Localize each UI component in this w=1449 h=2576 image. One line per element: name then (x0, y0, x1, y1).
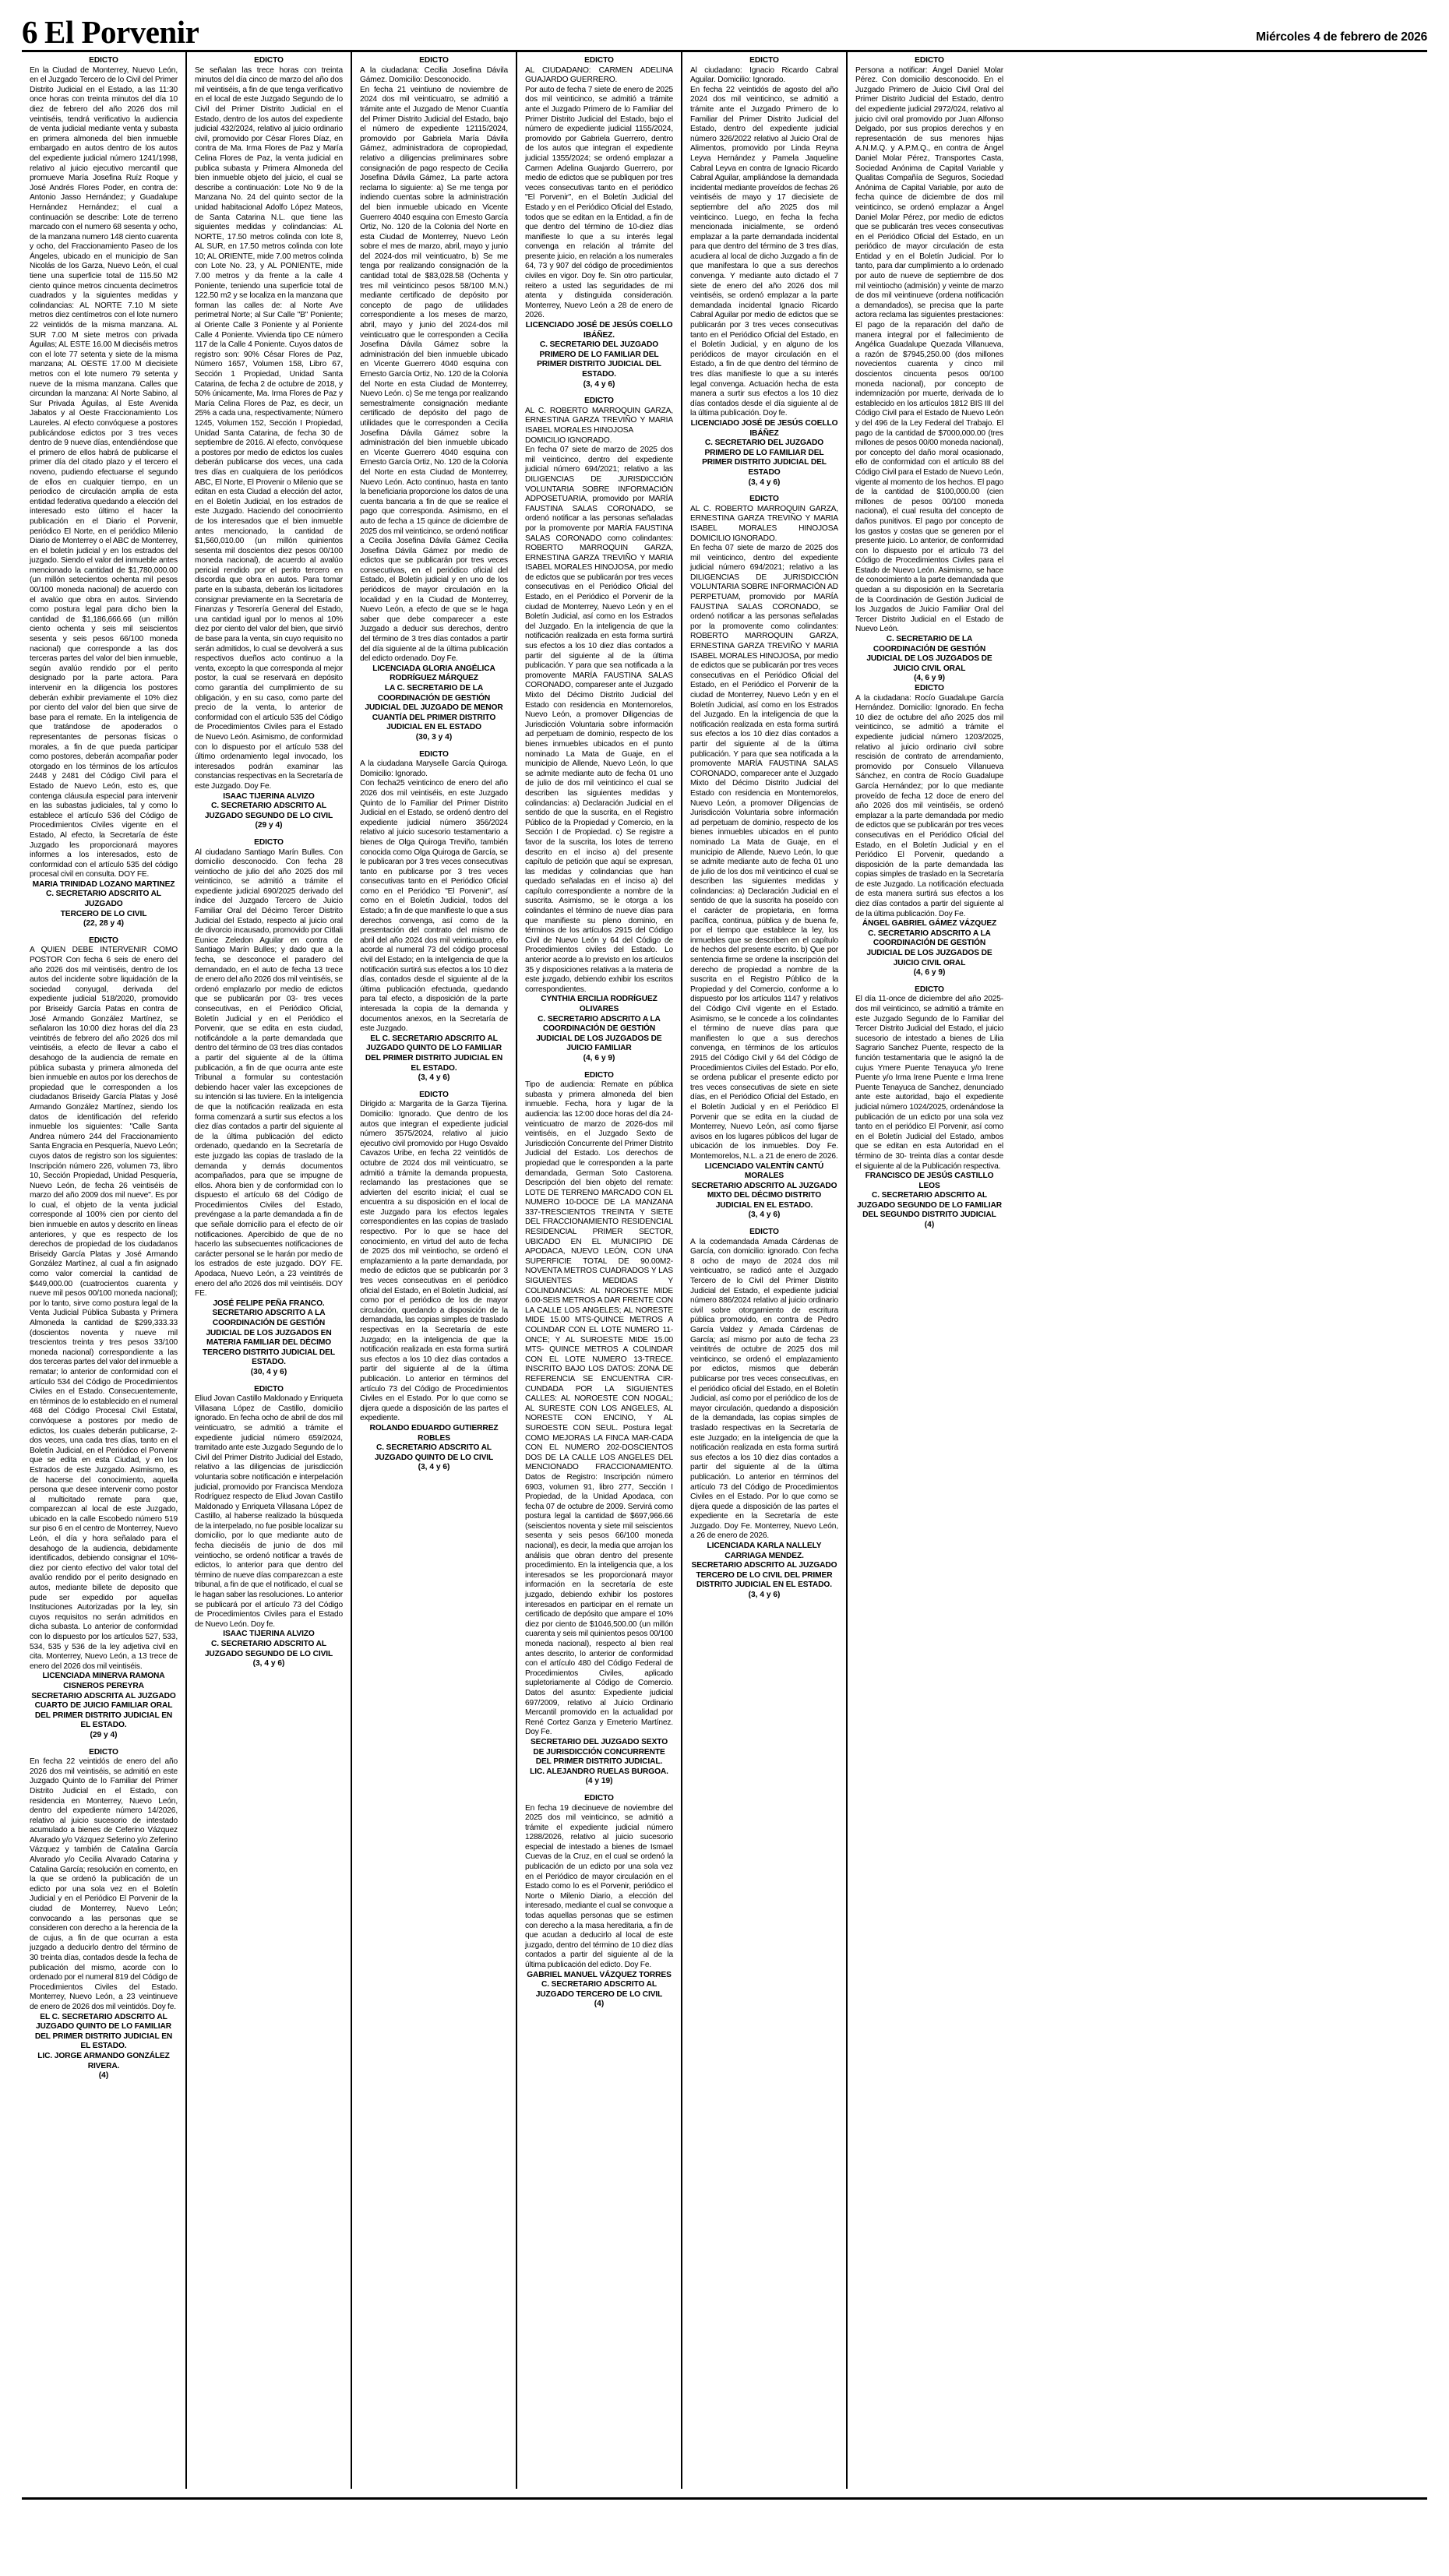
publication-dates: (3, 4 y 6) (418, 1463, 450, 1472)
publication-dates: (3, 4 y 6) (583, 379, 615, 389)
edicto-signature-block (690, 1542, 838, 1591)
signature-line: CYNTHIA ERCILIA RODRÍGUEZ OLIVARES (541, 995, 658, 1013)
signature-line: ISAAC TIJERINA ALVIZO (223, 1630, 315, 1639)
edicto-heading: EDICTO (254, 56, 284, 65)
newspaper-title: El Porvenir (44, 14, 199, 50)
edicto-body-text: AL C. ROBERTO MARROQUIN GARZA, ERNESTINA GARZA TREVIÑO Y MARIA ISABEL MORALES HINOJOSA (525, 406, 673, 435)
edicto-body-text: Se señalan las trece horas con treinta minutos del día cinco de marzo del año dos mil veintiséis, a fin de que tenga verificativo en el local de este Juzgado Segundo de lo Civil del Primer Distrito Judicial en el Estado, dentro de los autos del expediente judicial 432/2024, relativo al juicio ordinario civil, promovido por César Flores Díaz, en contra de Ma. Irma Flores de Paz y María Celina Flores de Paz, la venta judicial en publica subasta y Primera Almoneda del bien inmueble objeto del juicio, el cual se describe a continuación: Lote No 9 de la Manzana No. 24 del quinto sector de la unidad habitacional Adolfo López Mateos, de Santa Catarina N.L. que tiene las siguientes medidas y colindancias: AL NORTE, 17.50 metros colinda con lote 8, AL SUR, en 17.50 metros colinda con lote 10; AL ORIENTE, mide 7.00 metros colinda con Lote No. 23, y AL PONIENTE, mide 7.00 metros y da frente a la calle 4 Poniente, teniendo una superficie total de 122.50 m2 y se localiza en la manzana que forman las calles de: al Norte Ave perimetral Norte; al Sur Calle "B" Poniente; al Oriente Calle 3 Poniente y al Poniente Calle 4 Poniente. Vivienda tipo CE número 117 de la Calle 4 Poniente. Cuyos datos de registro son: 90% César Flores de Paz, Número 1657, Volumen 158, Libro 67, Sección 1 Propiedad, Unidad Santa Catarina, de fecha 2 de octubre de 2018, y 50% únicamente, Ma. Irma Flores de Paz y María Celina Flores de Paz, es decir, un 25% a cada una, respectivamente; Número 1245, Volumen 152, Sección I Propiedad, Unidad Santa Catarina, de fecha 30 de septiembre de 2016. Al efecto, convóquese a postores por medio de edictos los cuales deberán publicarse dos veces, una cada tres días en cualquiera de los periódicos ABC, El Norte, El Provenir o Milenio que se editan en esta Ciudad a elección del actor, en el Boletín Judicial, en los estrados de este Juzgado. Haciendo del conocimiento de los interesados que el bien inmueble antes mencionado, la cantidad de $1,560,010.00 (un millón quinientos sesenta mil doscientos diez pesos 00/100 moneda nacional), de acuerdo al avalúo pericial rendido por el perito tercero en discordia que obra en autos. Para tomar parte en la subasta, deberán los licitadores consignar previamente en la Secretaría de Finanzas y Tesorería General del Estado, una cantidad igual por lo menos al 10% diez por ciento del valor del bien, que sirvió de base para la venta, sin cuyo requisito no serán admitidos, lo cual se devolverá a sus respectivos dueños acto continuo a la venta, excepto la que corresponda al mejor postor, la cual se reservará en depósito como garantía del cumplimiento de su obligación, y en su caso, como parte del precio de la venta, lo anterior de conformidad con el artículo 535 del Código de Procedimientos Civiles para el Estado de Nuevo León. Asimismo, de conformidad con lo dispuesto por el artículo 538 del último ordenamiento legal invocado, los interesados podrán examinar las constancias respectivas en la Secretaría de este Juzgado. Doy Fe. (195, 65, 343, 791)
edicto-column (352, 52, 517, 2489)
edicto-columns (22, 52, 1427, 2489)
signature-line: FRANCISCO DE JESÚS CASTILLO LEOS (865, 1172, 994, 1190)
edicto-body-text: En fecha 07 siete de marzo de 2025 dos mil veinticinco, dentro del expediente judicial número 694/2021; relativo a las DILIGENCIAS DE JURISDICCIÓN VOLUNTARIA SOBRE INFORMACIÓN ADPOSETUARIA, promovido por MARÍA FAUSTINA SALAS CORONADO, se ordenó notificar a las personas señaladas por la promovente por MARÍA FAUSTINA SALAS CORONADO como colindantes: ROBERTO MARROQUIN GARZA, ERNESTINA GARZA TREVIÑO Y MARIA ISABEL MORALES HINOJOSA, por medio de edictos que se publicarán por tres veces consecutivas en el Periódico Oficial del Estado, en el Periódico el Porvenir de la ciudad de Monterrey, Nuevo León y en el Boletín Judicial, así como en los Estrados del Juzgado. En la inteligencia de que la notificación realizada en esta forma surtirá sus efectos a los 10 diez días contados a partir del siguiente al de la última publicación. Y para que sea notificada a la promovente MARÍA FAUSTINA SALAS CORONADO, compareser ante el Juzgado Mixto del Décimo Distrito Judicial del Estado con residencia en Montemorelos, Nuevo León, a promover Diligencias de Jurisdicción Voluntaria sobre información ad perpetuam de dominio, respecto de los bienes inmuebles ubicados en el punto nominado La Mata de Guaje, en el municipio de Allende, Nuevo León, lo que se admite mediante auto de fecha 01 uno de julio de dos mil veinticinco el cual se describen las siguientes medidas y colindancias: a) Declaración Judicial en el sentido de que la suscrita, en el Registro Público de la Propiedad y Comercio, en la Sección I de Propiedad. c) Se registre a favor de la suscrita, los lotes de terreno descrito en el inciso a) del presente capítulo de petición que aquí se expresan, las medidas y colindancias que han quedado señaladas en el inciso a) del capítulo correspondiente a nombre de la suscrita. Asimismo, se le otorga a los colindantes el término de nueve días para que manifieste su pleno dominio, en términos de los artículos 2915 del Código Civil de Nuevo León y 64 del Código de Procedimientos civiles del Estado. Lo anterior acorde a lo previsto en los artículos 35 y disposiciones relativas a la materia de este juzgado, debiendo exhibir los escritos correspondientes. (525, 446, 673, 994)
edicto-column (682, 52, 848, 2489)
edicto-heading: EDICTO (89, 1747, 118, 1757)
edicto-heading: EDICTO (749, 1228, 779, 1237)
edicto-heading: EDICTO (419, 749, 449, 759)
signature-line: C. SECRETARIO ADSCRITO A LA COORDINACIÓN DE GESTIÓN JUDICIAL DE LOS JUZGADOS DE JUICIO CIVIL ORAL (866, 929, 992, 967)
edicto-heading: EDICTO (584, 1793, 614, 1802)
masthead-brand (22, 16, 199, 48)
publication-dates: (3, 4 y 6) (252, 1659, 285, 1669)
signature-line: C. SECRETARIO ADSCRITO AL JUZGADO TERCERO DE LO CIVIL (535, 1980, 663, 1999)
signature-line: MARIA TRINIDAD LOZANO MARTINEZ (32, 879, 175, 889)
signature-line: SECRETARIO ADSCRITO AL JUZGADO TERCERO DE LO CIVIL DEL PRIMER DISTRITO JUDICIAL EN EL ESTADO. (691, 1561, 837, 1590)
edicto-body-text: Dirigido a: Margarita de la Garza Tijerina. Domicilio: Ignorado. Que dentro de los autos que integran el expediente judicial número 3575/2024, relativo al juicio ejecutivo civil promovido por Hugo Osvaldo Cavazos Uribe, en fecha 22 veintidós de octubre de 2024 dos mil veinticuatro, se admitió a trámite la demanda propuesta, reclamando las prestaciones que se advierten del escrito inicial; el cual se encuentra a su disposición en el local de este Juzgado para los efectos legales correspondientes en las copias de traslado respectivo. Por lo que se hace del conocimiento, en virtud del auto de fecha de 2025 dos mil veintiocho, se ordenó el emplazamiento a la parte demandada, por medio de edictos que se publicarán por 3 tres veces consecutivas en el periódico oficial del Estado, en el Boletín Judicial, así como por el periódico de los de mayor circulación, quedando a disposición de la demandada, las copias simples de traslado respectivas en la Secretaría de este Juzgado; en la inteligencia de que la notificación realizada en esta forma surtirá sus efectos a los 10 diez días contados a partir del siguiente al de la última publicación. Lo anterior en términos del artículo 73 del Código de Procedimientos Civiles en el Estado. Por lo que como se dijera quede a disposición de las partes el expediente. (360, 1100, 508, 1423)
edicto-signature-block (855, 635, 1003, 684)
signature-line: C. SECRETARIO DEL JUZGADO PRIMERO DE LO FAMILIAR DEL PRIMER DISTRITO JUDICIAL DEL ESTADO. (537, 340, 661, 379)
publication-dates: (4, 6 y 9) (913, 968, 946, 978)
edicto-body-text: A QUIEN DEBE INTERVENIR COMO POSTOR Con fecha 6 seis de enero del año 2026 dos mil veintiséis, dentro de los autos del incidente sobre liquidación de la sociedad conyugal, derivada del expediente judicial 518/2020, promovido por Briseidy García Patas en contra de José Armando González Martínez, se señalaron las 10:00 diez horas del día 23 veintitrés de febrero del año 2026 dos mil veintiséis, a efecto de llevar a cabo el desahogo de la audiencia de remate en pública subasta y primera almoneda del bien inmueble en autos por los derechos de propiedad que le corresponden a los ciudadanos Briseidy García Platas y José Armando González Martínez, siendo los datos de identificación del referido inmueble los siguientes: "Calle Santa Andrea número 244 del Fraccionamiento Santa Engracia en Pesquería, Nuevo León; cuyos datos de registro son los siguientes: Inscripción número 226, volumen 73, libro 10, Sección Propiedad, Unidad Pesquería, Nuevo León, de fecha 26 veintiséis de marzo del año 2009 dos mil nueve". Es por lo cual, el objeto de la venta judicial corresponde al 100% cien por ciento del bien inmueble en autos y descrito en líneas anteriores, y que es respecto de los derechos de propiedad de los ciudadanos Briseidy García Platas y José Armando González Martínez, al cual a fin asignado como valor comercial la cantidad de $449,000.00 (cuatrocientos cuarenta y nueve mil pesos 00/100 moneda nacional); por lo tanto, sirve como postura legal de la Venta Judicial Pública Subasta y Primera Almoneda la cantidad de $299,333.33 (doscientos noventa y nueve mil trescientos treinta y tres pesos 33/100 moneda nacional) correspondiente a las dos terceras partes del valor del inmueble a rematar; lo anterior de conformidad con el artículo 534 del Código de Procedimientos Civiles en el Estado. Consecuentemente, en términos de lo establecido en el numeral 468 del Código Procesal Civil Estatal, convóquese a postores por medio de edictos, los cuales deberán publicarse, 2-dos veces, una cada tres días, tanto en el Boletín Judicial, en el Periódico el Porvenir que se edita en esta Ciudad, y en los Estrados de este Juzgado. Asimismo, es de hacerse del conocimiento, aquella persona que desee intervenir como postor al multicitado remate para que, comparezcan al local de este Juzgado, ubicado en la calle Escobedo número 519 sur piso 6 en el centro de Monterrey, Nuevo León, el día y hora señalado para el desahogo de la audiencia, debidamente identificados, debiendo consignar el 10%-diez por ciento efectivo del valor total del avalúo rendido por el perito designado en autos, mediante billete de deposito que pude ser expedido por aquellas Instituciones Autorizadas por la ley, sin cuyos requisitos no serán admitidos en dicha subasta. Lo anterior de conformidad con lo dispuesto por los artículos 527, 533, 534, 535 y 536 de la ley adjetiva civil en cita. Monterrey, Nuevo León, a 13 trece de enero del 2026 dos mil veintiséis. (30, 946, 178, 1671)
edicto-heading: EDICTO (89, 936, 118, 945)
signature-line: EL C. SECRETARIO ADSCRITO AL JUZGADO QUINTO DE LO FAMILIAR DEL PRIMER DISTRITO JUDICIAL EN EL ESTADO. (365, 1034, 503, 1073)
publication-dates: (29 y 4) (90, 1730, 118, 1739)
publication-dates: (4, 6 y 9) (583, 1053, 615, 1062)
signature-line: C. SECRETARIO ADSCRITO AL JUZGADO SEGUNDO DE LO CIVIL (204, 802, 333, 820)
signature-line: C. SECRETARIO DE LA COORDINACIÓN DE GESTIÓN JUDICIAL DE LOS JUZGADOS DE JUICIO CIVIL ORAL (866, 635, 992, 673)
signature-line: LA C. SECRETARIO DE LA COORDINACIÓN DE GESTIÓN JUDICIAL DEL JUZGADO DE MENOR CUANTÍA DEL PRIMER DISTRITO JUDICIAL EN EL ESTADO (365, 684, 503, 732)
signature-line: C. SECRETARIO ADSCRITO A LA COORDINACIÓN DE GESTIÓN JUDICIAL DE LOS JUZGADOS DE JUICIO FAMILIAR (536, 1014, 662, 1053)
edicto-column (517, 52, 682, 2489)
edicto-body-text: En la Ciudad de Monterrey, Nuevo León, en el Juzgado Tercero de lo Civil del Primer Distrito Judicial en el Estado, a las 11:30 once horas con treinta minutos del día 10 diez de febrero del año 2026 dos mil veintiséis, tendrá verificativo la audiencia de venta judicial mediante venta y subasta en primera almoneda del bien inmueble embargado en autos dentro de los autos del expediente judicial número 1241/1998, relativo al juicio ejecutivo mercantil que promueve María Josefina Ruíz Roque y José Andrés Flores Poder, en contra de: Antonio Jasso Hernández; y Guadalupe Hernández Hernández; el cual a continuación se describe: Lote de terreno marcado con el numero 68 sesenta y ocho, de la manzana numero 148 ciento cuarenta y ocho, del Fraccionamiento Paseo de los Ángeles, ubicado en el municipio de San Nicolás de los Garza, Nuevo León, el cual tiene una superficie total de 115.50 M2 ciento quince metros cincuenta decímetros cuadrados y la siguientes medidas y colindancias: AL NORTE 7.10 M siete metros diez centímetros con el lote numero 22 veintidós de la misma manzana. AL SUR 7.00 M siete metros con privada Águilas; AL ESTE 16.00 M dieciséis metros con el lote 77 setenta y siete de la misma manzana; AL OESTE 17.00 M diecisiete metros con el lote numero 79 setenta y nueve de la misma manzana. Calles que circundan la manzana: Al Norte Sabino, al Sur Privada Águilas, al Este Avenida Jabatos y al Oeste Fraccionamiento Los Laureles. Al efecto convóquese a postores publicándose edictos por 3 tres veces dentro de 9 nueve días, entendiéndose que el primero de ellos habrá de publicarse el primer día del citado plazo y el tercero el noveno, pudiendo efectuarse el segundo de ellos en cualquier tiempo, en un periodico de circulación amplia de esta entidad federativa quedando a elección del interesado esto último el hacer la publicación en el Diario el Porvenir, periódico El Norte, en el periódico Milenio Diario de Monterrey o el ABC de Monterrey, en el boletín judicial y en los estrados del juzgado. Siendo el valor del inmueble antes mencionado la cantidad de $1,780,000.00 (un millón setecientos ochenta mil pesos 00/100 moneda nacional) de acuerdo con el avalúo que obra en autos. Sirviendo como postura legal para dicho bien la cantidad de $1,186,666.66 (un millón ciento ochenta y seis mil seiscientos sesenta y seis pesos 66/100 moneda nacional) que corresponde a las dos terceras partes del valor del bien inmueble, según avalúo rendido por el perito designado por la parte actora. Para intervenir en la diligencia los postores deberán exhibir previamente el 10% diez por ciento del valor del bien que sirve de base para el remate. En la inteligencia de que tratándose de apoderados o representantes de personas físicas o morales, a fin de que pueda participar como postores, deberán acompañar poder otorgado en los términos de los artículos 2448 y 2481 del Código Civil para el Estado de Nuevo León, esto es, que contenga cláusula especial para intervenir en las subastas judiciales, tal y como lo establece el artículo 536 del Código de Procedimientos Civiles vigente en el Estado, Al efecto, la Secretaría de éste Juzgado les proporcionará mayores informes a los interesados, esto de conformidad con el artículo 535 del código procesal civil en consulta. DOY FE. (30, 65, 178, 879)
edicto-body-text: En fecha 22 veintidós de enero del año 2026 dos mil veintiséis, se admitió en este Juzgado Quinto de lo Familiar del Primer Distrito Judicial en el Estado, con residencia en Monterrey, Nuevo León, dentro del expediente número 14/2026, relativo al juicio sucesorio de intestado acumulado a bienes de Ceferino Vázquez Alvarado y/o Vázquez Seferino y/o Zeferino Vázquez y también de Catalina García Alvarado y/o Cecilia Alvarado Catarina y Catalina García; resolución en comento, en la que se ordenó la publicación de un edicto por una sola vez en el Boletín Judicial y en el Periódico El Porvenir de la ciudad de Monterrey, Nuevo León; convocando a las personas que se consideren con derecho a la herencia de la de cujus, a fin de que ocurran a esta juzgado a deducirlo dentro del término de 30 treinta días, contados desde la fecha de publicación del mismo, acorde con lo ordenado por el numeral 819 del Código de Procedimientos Civiles del Estado. Monterrey, Nuevo León, a 23 veintinueve de enero de 2026 dos mil veintidós. Doy fe. (30, 1757, 178, 2011)
edicto-heading: EDICTO (254, 1384, 284, 1394)
edicto-body-text: AL C. ROBERTO MARROQUIN GARZA, ERNESTINA GARZA TREVIÑO Y MARIA ISABEL MORALES HINOJOSA DOMICILIO IGNORADO. (690, 504, 838, 543)
signature-line: LICENCIADO VALENTÍN CANTÚ MORALES (704, 1161, 824, 1181)
edicto-body-text: Al ciudadano Santiago Marín Bulles. Con domicilio desconocido. Con fecha 28 veintiocho de julio del año 2025 dos mil veinticinco, se admitió a trámite el expediente judicial 690/2025 derivado del índice del Juzgado Tercero de Juicio Familiar Oral del Décimo Tercer Distrito Judicial del Estado, respecto al juicio oral de divorcio incausado, promovido por Citlali Eunice Zeledon Aguilar en contra de Santiago Marín Bulles; y dado que a la fecha, se desconoce el paradero del demandado, en el auto de fecha 13 trece de enero del año 2026 dos mil veintiséis, se ordenó emplazarlo por medio de edictos que se publicarán por 03- tres veces consecutivas, en el Periódico Oficial, Boletín Judicial y en el Periódico el Porvenir, que se edita en esta ciudad, notificándole a la parte demandada que dentro del término de 03 tres días contados a partir del siguiente al de la última publicación, a fin de que ocurra ante este Tribunal a formular su contestación debiendo hacer valer las excepciones de su intención si las tuviere. En la inteligencia de que la notificación realizada en esta forma comenzará a surtir sus efectos a los diez días contados a partir del siguiente al de la última publicación del edicto ordenado, quedando en la Secretaría de este juzgado las copias de traslado de la demanda y demás documentos acompañados, para que se impugne de ellos. Ahora bien y de conformidad con lo dispuesto el artículo 68 del Código de Procedimientos Civiles del Estado, prevéngase a la parte demandada a fin de que señale domicilio para el efecto de oír notificaciones. Apercibido de que de no hacerlo las subsecuentes notificaciones de carácter personal se le harán por medio de los estrados de este juzgado. DOY FE. Apodaca, Nuevo León, a 23 veintitrés de enero del año 2026 dos mil veintiséis. DOY FE. (195, 848, 344, 1299)
edicto-heading: EDICTO (419, 56, 449, 65)
edicto-signature-block (690, 419, 838, 478)
edicto-signature-block (30, 880, 178, 919)
edicto-signature-block (360, 1424, 508, 1463)
signature-line: ÁNGEL GABRIEL GÁMEZ VÁZQUEZ (862, 919, 997, 929)
page-number: 6 (22, 14, 37, 50)
signature-line: C. SECRETARIO ADSCRITO AL JUZGADO SEGUNDO DE LO CIVIL (204, 1640, 333, 1658)
signature-line: LICENCIADA GLORIA ANGÉLICA RODRÍGUEZ MÁRQUEZ (372, 664, 495, 683)
edicto-signature-block (525, 321, 673, 380)
edicto-body-text: Tipo de audiencia: Remate en pública subasta y primera almoneda del bien inmueble. Fecha, hora y lugar de la audiencia: las 12:00 doce horas del día 24-veinticuatro de marzo de 2026-dos mil veintiséis, en el Juzgado Sexto de Jurisdicción Concurrente del Primer Distrito Judicial del Estado. Los derechos de propiedad que le corresponden a la parte demandada, German Soto Castorena. Descripción del bien objeto del remate: LOTE DE TERRENO MARCADO CON EL NUMERO 10-DOCE DE LA MANZANA 337-TRESCIENTOS TREINTA Y SIETE DEL FRACCIONAMIENTO RESIDENCIAL RESIDENCIAL PRIMER SECTOR, UBICADO EN EL MUNICIPIO DE APODACA, NUEVO LEÓN, CON UNA SUPERFICIE TOTAL DE 90.00M2-NOVENTA METROS CUADRADOS Y LAS SIGUIENTES MEDIDAS Y COLINDANCIAS: AL NOROESTE MIDE 6.00-SEIS METROS A DAR FRENTE CON LA CALLE LOS ANGELES; AL NORESTE MIDE 15.00 MTS-QUINCE METROS A COLINDAR CON EL LOTE NUMERO 11-ONCE; Y AL SUROESTE MIDE 15.00 MTS- QUINCE METROS A COLINDAR CON EL LOTE NUMERO 13-TRECE. INSCRITO BAJO LOS DATOS: ZONA DE REFERENCIA SE ENCUENTRA CIR-CUNDADA POR LA SIGUIENTES CALLES: AL NOROESTE CON NOGAL; AL SURESTE CON LOS ANGELES, AL NORESTE CON ENCINO, Y AL SUROESTE CON SEUL. Postura legal: COMO MEJORAS LA FINCA MAR-CADA CON EL NUMERO 202-DOSCIENTOS DOS DE LA CALLE LOS ANGELES DEL MENCIONADO FRACCIONAMIENTO. Datos de Registro: Inscripción número 6903, volumen 91, libro 277, Sección I Propiedad, de la Unidad Apodaca, con fecha 07 de octubre de 2009. Servirá como postura legal la cantidad de $697,966.66 (seiscientos noventa y siete mil seiscientos sesenta y seis pesos 66/100 moneda nacional), es decir, la media que arrojan los análisis que obran dentro del presente procedimiento. En la inteligencia que, a los interesados se les proporcionará mayor información en la secretaría de este juzgado, debiendo exhibir los postores interesados en participar en el remate un certificado de depósito que ampare el 10% diez por ciento de $1046,500.00 (un millón cuarenta y seis mil quinientos pesos 00/100 moneda nacional), respecto al bien real antes descrito, lo anterior de conformidad con el artículo 480 del Código Federal de Procedimientos Civiles, aplicado supletoriamente al Código de Comercio. Datos del asunto: Expediente judicial 697/2009, relativo al Juicio Ordinario Mercantil promovido en la actualidad por René Cortez Ganza y Emeterio Martínez. Doy Fe. (525, 1080, 673, 1737)
publication-dates: (3, 4 y 6) (748, 1210, 781, 1220)
edicto-body-text: Al ciudadano: Ignacio Ricardo Cabral Aguilar. Domicilio: Ignorado. (690, 65, 838, 85)
edicto-heading: EDICTO (419, 1090, 449, 1099)
publication-dates: (4) (924, 1221, 935, 1230)
edicto-signature-block (690, 1162, 838, 1211)
edicto-column (848, 52, 1011, 2489)
signature-line: LIC. ALEJANDRO RUELAS BURGOA. (530, 1767, 668, 1776)
masthead (22, 0, 1427, 50)
edicto-heading: EDICTO (749, 56, 779, 65)
edicto-signature-block (525, 1738, 673, 1777)
signature-line: C. SECRETARIO ADSCRITO AL JUZGADO QUINTO DE LO CIVIL (374, 1443, 494, 1462)
signature-line: ISAAC TIJERINA ALVIZO (223, 791, 315, 801)
edicto-heading: EDICTO (915, 56, 944, 65)
signature-line: LICENCIADO JOSÉ DE JESÚS COELLO IBÁÑEZ (690, 418, 838, 438)
edicto-heading: EDICTO (584, 396, 614, 406)
signature-line: ROLANDO EDUARDO GUTIERREZ ROBLES (369, 1423, 499, 1443)
signature-line: EL C. SECRETARIO ADSCRITO AL JUZGADO QUINTO DE LO FAMILIAR DEL PRIMER DISTRITO JUDICIAL EN EL ESTADO. (34, 2012, 173, 2051)
edicto-body-text: Persona a notificar: Ángel Daniel Molar Pérez. Con domicilio desconocido. En el Juzgado Primero de Juicio Civil Oral del Primer Distrito Judicial del Estado, dentro del expediente judicial 2972/024, relativo al juicio civil oral promovido por Juan Alfonso Delgado, por sus propios derechos y en representación de sus menores hijas A.N.M.Q. y A.P.M.Q., en contra de Ángel Daniel Molar Pérez, Transportes Casta, Sociedad Anónima de Capital Variable y Qualitas Compañía de Seguros, Sociedad Anónima de Capital Variable, por auto de fecha quince de diciembre de dos mil veinticinco, se ordenó emplazar a Ángel Daniel Molar Pérez, por medio de edictos que se publicarán tres veces consecutivas en el Periódico Oficial del Estado, en un periódico de mayor circulación de esta Entidad y en el Boletín Judicial. Por lo tanto, para dar cumplimiento a lo ordenado por auto de nueve de septiembre de dos mil veintiocho (admisión) y veinte de marzo de dos mil veintinueve (ordena notificación a demandados), se precisa que la parte actora reclama las siguientes prestaciones: El pago de la reparación del daño de manera integral por el fallecimiento de Angélica Guadalupe Quezada Villanueva, a razón de $7945,250.00 (dos millones novecientos cuarenta y cinco mil doscientos cincuenta pesos 00/100 moneda nacional), por concepto de indemnización por muerte, derivada de lo establecido en los artículos 1812 BIS III del Código Civil para el Estado de Nuevo León y del 496 de la Ley Federal del Trabajo. El pago de la cantidad de $7000,000.00 (tres millones de pesos 00/00 moneda nacional), por concepto del daño moral ocasionado, ello de conformidad con el artículo 88 del Código Civil para el Estado de Nuevo León, vigente al momento de los hechos. El pago de la cantidad de $100,000.00 (cien millones de pesos 00/100 moneda nacional), el cual resulta del concepto de daños punitivos. El pago por concepto de los gastos y costas que se generen por el presente juicio. Lo anterior, de conformidad con lo dispuesto por el artículo 73 del Código de Procedimientos Civiles para el Estado de Nuevo León. Asimismo, se hace de conocimiento a la parte demandada que quedan a su disposición en la Secretaría de la Coordinación de Gestión Judicial de los Juzgados de Juicio Familiar Oral del Tercer Distrito Judicial en el Estado de Nuevo León. (855, 65, 1003, 634)
publication-dates: (3, 4 y 6) (748, 477, 781, 487)
edicto-body-text: DOMICILIO IGNORADO. (525, 435, 612, 445)
signature-line: LICENCIADA MINERVA RAMONA CISNEROS PEREYRA (42, 1672, 165, 1690)
signature-line: LIC. JORGE ARMANDO GONZÁLEZ RIVERA. (37, 2051, 170, 2070)
edicto-heading: EDICTO (89, 56, 118, 65)
edicto-signature-block (195, 1630, 343, 1659)
signature-line: C. SECRETARIO DEL JUZGADO PRIMERO DE LO FAMILIAR DEL PRIMER DISTRITO JUDICIAL DEL ESTADO (702, 439, 827, 477)
publication-dates: (4 y 19) (585, 1777, 613, 1786)
edicto-heading: EDICTO (584, 56, 614, 65)
edicto-body-text: Eliud Jovan Castillo Maldonado y Enriqueta Villasana López de Castillo, domicilio ignorado. En fecha ocho de abril de dos mil veinticuatro, se admitió a trámite el expediente judicial número 659/2024, tramitado ante este Juzgado Segundo de lo Civil del Primer Distrito Judicial del Estado, relativo a las diligencias de jurisdicción voluntaria sobre notificación e interpelación judicial, promovido por Francisca Mendoza Rodríguez respecto de Eliud Jovan Castillo Maldonado y Enriqueta Villasana López de Castillo, al haberse realizado la búsqueda de la interpelado, no fue posible localizar su domicilio, por lo que mediante auto de fecha dieciséis de junio de dos mil veintiocho, se ordenó notificar a través de edictos, lo anterior para que dentro del término de nueve días comparezcan a este tribunal, a fin de que el notificado, el cual se le hagan saber las resoluciones. Lo anterior se publicará por el artículo 73 del Código de Procedimientos Civiles para el Estado de Nuevo León. Doy fe. (195, 1394, 343, 1629)
edicto-body-text: A la ciudadana Maryselle García Quiroga. Domicilio: Ignorado. (360, 759, 508, 778)
edicto-signature-block (360, 1034, 508, 1073)
edicto-signature-block (30, 2013, 178, 2072)
edicto-column (187, 52, 352, 2489)
edicto-heading: EDICTO (749, 495, 779, 504)
edicto-body-text: AL CIUDADANO: CARMEN ADELINA GUAJARDO GUERRERO. (525, 65, 673, 85)
edicto-body-text: A la ciudadana: Cecilia Josefina Dávila Gámez. Domicilio: Desconocido. (360, 65, 508, 85)
signature-line: C. SECRETARIO ADSCRITO AL JUZGADO (45, 890, 162, 909)
edicto-body-text: En fecha 22 veintidós de agosto del año 2024 dos mil veinticinco, se admitió a trámite ante el Juzgado Primero de lo Familiar del Primer Distrito Judicial del Estado, dentro del expediente judicial número 326/2022 relativo al Juicio Oral de Alimentos, promovido por Linda Reyna Leyva Hernández y Pamela Jaqueline Cabral Leyva en contra de Ignacio Ricardo Cabral Aguilar, ampliándose la demandada incidental mediante proveídos de fechas 26 veintiséis de mayo y 17 diecisiete de septiembre del año 2025 dos mil veinticinco. Luego, en fecha la fecha mencionada inicialmente, se ordenó emplazar a la parte demandada incidental para que dentro del término de 3 tres días, acudiera al local de dicho Juzgado a fin de que manifestara lo que a sus derechos convenga. Y mediante auto dictado el 7 siete de enero del año 2026 dos mil veintiséis, se ordenó emplazar a la parte demandada incidental Ignacio Ricardo Cabral Aguilar por medio de edictos que se publicarán por 3 tres veces consecutivas tanto en el Periódico Oficial del Estado, en el Boletín Judicial, y en alguno de los periódicos de mayor circulación en el Estado, a fin de que dentro del término de tres días manifieste lo que a su interés legal convenga. Actuación hecha de esta manera a surtir sus efectos a los 10 diez días contados desde el día siguiente al de la última publicación. Doy fe. (690, 85, 838, 418)
edicto-body-text: Con fecha25 veinticinco de enero del año 2026 dos mil veintiséis, en este Juzgado Quinto de lo Familiar del Primer Distrito Judicial en el Estado, se ordenó dentro del expediente judicial número 356/2024 relativo al juicio sucesorio testamentario a bienes de Olga Quiroga Treviño, también conocida como Olga Quiroga de García, se le publicaran por 3 tres veces consecutivas tanto en publicarse por 3 tres veces consecutivas tanto en el Periódico Oficial como en el Periódico "El Porvenir", así como en el Boletín Judicial, todos del Estado; a fin de que manifieste lo que a sus derechos convenga, así como de la presentación del contrato del mismo de abril del año 2024 dos mil veinticuatro, ello acorde al numeral 73 del código procesal civil del Estado; en la inteligencia de que la notificación surtirá sus efectos a los 10 diez días, contados desde el siguiente al de la última publicación efectuada, quedando para tal efecto, a disposición de la parte interesada la copia de la demanda y documentos anexos, en la Secretaría de este Juzgado. (360, 779, 508, 1034)
edicto-heading: EDICTO (915, 684, 944, 692)
edicto-signature-block (195, 1299, 343, 1368)
signature-line: GABRIEL MANUEL VÁZQUEZ TORRES (527, 1970, 672, 1979)
signature-line: C. SECRETARIO ADSCRITO AL JUZGADO SEGUNDO DE LO FAMILIAR DEL SEGUNDO DISTRITO JUDICIAL (856, 1191, 1003, 1220)
edicto-body-text: En fecha 21 veintiuno de noviembre de 2024 dos mil veinticuatro, se admitió a trámite ante el Juzgado de Menor Cuantía del Primer Distrito Judicial del Estado, bajo el número de expediente 12115/2024, promovido por Gabriela María Dávila Gámez, administradora de copropiedad, relativo a diligencias preliminares sobre consignación de pago respecto de Cecilia Josefina Dávila Gámez, La parte actora reclama lo siguiente: a) Se me tenga por indiendo cuentas sobre la administración del bien inmueble ubicado en Vicente Guerrero 4040 esquina con Ernesto García Ortiz, No. 120 de la Colonia del Norte en esta Ciudad de Monterrey, Nuevo León sobre el mes de marzo, abril, mayo y junio del 2024-dos mil veinticuatro, b) Se me tenga por realizando consignación de la cantidad total de $83,028.58 (Ochenta y tres mil veinticinco pesos 58/100 M.N.) mediante certificado de depósito por concepto de pago de utilidades correspondiente a los meses de marzo, abril, mayo y junio del 2024-dos mil veinticuatro que le corresponden a Cecilia Josefina Dávila Gámez sobre la administración del bien inmueble ubicado en Vicente Guerrero 4040 esquina con Ernesto García Ortiz, No. 120 de la Colonia del Norte en esta Ciudad de Monterrey, Nuevo León. c) Se me tenga por realizando semestralmente consignación mediante certificado de depósito del pago de utilidades que le corresponden a Cecilia Josefina Dávila Gámez sobre la administración del bien inmueble ubicado en Vicente Guerrero 4040 esquina con Ernesto García Ortiz, No. 120 de la Colonia del Norte en esta Ciudad de Monterrey, Nuevo León. Acto continuo, hasta en tanto la beneficiaria proporcione los datos de una cuenta bancaria a fin de que se realice el pago que corresponda. Asimismo, en el auto de fecha a 15 quince de diciembre de 2025 dos mil veinticinco, se ordenó notificar a Cecilia Josefina Dávila Gámez Cecilia Josefina Dávila Gámez por medio de edictos que se publicarán por tres veces consecutivas, en el periódico oficial del Estado, el Boletín judicial y en uno de los periódicos de mayor circulación en la localidad y en la Ciudad de Monterrey, Nuevo León, a efecto de que se le haga saber que debe comparecer a este Juzgado a deducir sus derechos, dentro del término de 3 tres días contados a partir del día siguiente al de la última publicación del edicto ordenado. Doy Fe. (360, 85, 508, 664)
signature-line: SECRETARIO ADSCRITO A LA COORDINACIÓN DE GESTIÓN JUDICIAL DE LOS JUZGADOS EN MATERIA FAMILIAR DEL DÉCIMO TERCERO DISTRITO JUDICIAL DEL ESTADO. (203, 1309, 335, 1367)
edicto-column (22, 52, 187, 2489)
publication-dates: (3, 4 y 6) (418, 1073, 450, 1083)
edicto-heading: EDICTO (254, 837, 284, 847)
edicto-body-text: A la codemandada Amada Cárdenas de García, con domicilio: ignorado. Con fecha 8 ocho de mayo de 2024 dos mil veinticuatro, se radicó ante el Juzgado Tercero de lo Civil del Primer Distrito Judicial del Estado, el expediente judicial número 886/2024 relativo al juicio ordinario civil sobre otorgamiento de escritura pública promovido, en contra de Pedro García Valdez y Amada Cárdenas de García; así mismo por auto de fecha 23 veintitrés de octubre de 2025 dos mil veinticinco, se ordenó el emplazamiento por edictos, mismos que deberán publicarse por tres veces consecutivas, en el periódico oficial del Estado, en el Boletín Judicial, así como por el periódico de los de mayor circulación, quedando a disposición de la demandada, las copias simples de traslado respectivas en la Secretaría de este Juzgado; en la inteligencia de que la notificación realizada en esta forma surtirá sus efectos a los 10 diez días contados a partir del siguiente al de la última publicación. Lo anterior en términos del artículo 73 del Código de Procedimientos Civiles en el Estado. Por lo que como se dijera quede a disposición de las partes el expediente en la Secretaría de este Juzgado. Doy Fe. Monterrey, Nuevo León, a 26 de enero de 2026. (690, 1237, 838, 1541)
publication-dates: (30, 4 y 6) (250, 1367, 287, 1376)
signature-line: SECRETARIO ADSCRITA AL JUZGADO CUARTO DE JUICIO FAMILIAR ORAL DEL PRIMER DISTRITO JUDICIAL EN EL ESTADO. (31, 1691, 176, 1730)
edicto-signature-block (195, 792, 343, 822)
edicto-heading: EDICTO (584, 1070, 614, 1080)
publication-dates: (3, 4 y 6) (748, 1591, 781, 1600)
edicto-body-text: En fecha 07 siete de marzo de 2025 dos mil veinticinco, dentro del expediente judicial número 694/2021; relativo a las DILIGENCIAS DE JURISDICCIÓN VOLUNTARIA SOBRE INFORMACIÓN AD PERPETUAM, promovido por MARÍA FAUSTINA SALAS CORONADO, se ordenó notificar a las personas señaladas por la promovente como colindantes: ROBERTO MARROQUIN GARZA, ERNESTINA GARZA TREVIÑO Y MARIA ISABEL MORALES HINOJOSA, por medio de edictos que se publicarán por tres veces consecutivas en el Periódico Oficial del Estado, en el Periódico el Porvenir de la ciudad de Monterrey, Nuevo León y en el Boletín Judicial, así como en los Estrados del Juzgado. En la inteligencia de que la notificación realizada en esta forma surtirá sus efectos a los 10 diez días contados a partir del siguiente al de la última publicación. Y para que sea notificada a la promovente MARÍA FAUSTINA SALAS CORONADO, comparecer ante el Juzgado Mixto del Décimo Distrito Judicial del Estado con residencia en Montemorelos, Nuevo León, a promover Diligencias de Jurisdicción Voluntaria sobre información ad perpetuam de dominio, respecto de los bienes inmuebles ubicados en el punto nominado La Mata de Guaje, en el municipio de Allende, Nuevo León, lo que se admite mediante auto de fecha 01 uno de julio de los dos mil veinticinco el cual se describen las siguientes medidas y colindancias: a) Declaración Judicial en el sentido de que la suscrita ha poseído con el carácter de propietaria, en forma pacífica, continua, pública y de buena fe, por el tiempo que establece la ley, los inmuebles que se describen en el capítulo de hechos del presente escrito. b) Que por sentencia firme se ordene la inscripción del derecho de propiedad a nombre de la suscrita en el Registro Público de la Propiedad y del Comercio, conforme a lo dispuesto por los artículos 1147 y relativos del Código Civil vigente en el Estado. Asimismo, se le concede a los colindantes el término de nueve días para que manifiesten lo que a sus derechos convenga, en términos de los artículos 2915 del Código Civil y 64 del Código de Procedimientos Civiles del Estado. Por ello, se ordena publicar el presente edicto por tres veces consecutivas de siete en siete días, en el Periódico Oficial del Estado, en el Boletín Judicial y en el Periódico El Porvenir que se edita en la ciudad de Monterrey, Nuevo León, así como fijarse avisos en los lugares públicos del lugar de ubicación de los inmuebles. Doy Fe. Montemorelos, N.L. a 21 de enero de 2026. (690, 544, 838, 1161)
publication-dates: (22, 28 y 4) (83, 919, 125, 929)
edicto-body-text: El día 11-once de diciembre del año 2025-dos mil veinticinco, se admitió a trámite en este Juzgado Segundo de lo Familiar del Tercer Distrito Judicial del Estado, el juicio sucesorio de intestado a bienes de Lilia Sagrario Sanchez Puente, respecto de la función testamentaria que le asignó la de cujus Ymere Puente Tenayuca y/o Irene Puente y/o Irma Irene Puente e Irma Irene Puente Tenayuca de Sanchez, denunciado ante este autoridad, bajo el expediente judicial número 1024/2025, ordenándose la publicación de un edicto por una sola vez tanto en el periódico El Porvenir, así como en el Boletín Judicial del Estado, ambos que se editan en esta Autoridad en el término de 30- treinta días a contar desde el siguiente al de la Publicación respectiva. (855, 995, 1003, 1171)
edicto-signature-block (855, 919, 1003, 968)
page-bottom-rule (22, 2497, 1427, 2500)
edicto-signature-block (30, 1672, 178, 1731)
signature-line: TERCERO DE LO CIVIL (60, 909, 147, 918)
publication-dates: (4) (594, 2000, 605, 2009)
signature-line: JOSÉ FELIPE PEÑA FRANCO. (213, 1299, 325, 1308)
publication-dates: (29 y 4) (255, 821, 283, 830)
edicto-body-text: En fecha 19 diecinueve de noviembre del 2025 dos mil veinticinco, se admitió a trámite el expediente judicial número 1288/2026, relativo al juicio sucesorio especial de intestado a bienes de Ismael Cuevas de la Cruz, en el cual se ordenó la publicación de un edicto por una sola vez en el Periódico de mayor circulación en el Estado como lo es el Porvenir, periódico el Norte o Milenio Diario, a elección del interesado, mediante el cual se convoque a todas aquellas personas que se estimen con derecho a la masa hereditaria, a fin de que acudan a deducirlo al local de este juzgado, dentro del término de 10 diez días contados a partir del siguiente al de la última publicación del edicto. Doy Fe. (525, 1803, 673, 1969)
signature-line: SECRETARIO ADSCRITO AL JUZGADO MIXTO DEL DÉCIMO DISTRITO JUDICIAL EN EL ESTADO. (691, 1181, 837, 1210)
edicto-heading: EDICTO (915, 985, 944, 994)
publication-dates: (4) (98, 2071, 109, 2081)
edicto-signature-block (360, 664, 508, 733)
edicto-signature-block (855, 1172, 1003, 1221)
edicto-body-text: A la ciudadana: Rocío Guadalupe García Hernández. Domicilio: Ignorado. En fecha 10 diez de octubre del año 2025 dos mil veinticinco, se admitió a trámite el expediente judicial número 1203/2025, relativo al juicio ordinario civil sobre rescisión de contrato de arrendamiento, promovido por Consuelo Villanueva Sánchez, en contra de Rocío Guadalupe García Hernández; por lo que mediante proveído de fecha 12 doce de enero del año 2026 dos mil veintiséis, se ordenó emplazar a la parte demandada por medio de edictos que se publicarán por tres veces consecutivas en el Periódico Oficial del Estado, en el Boletín Judicial y en el Periódico El Porvenir, quedando a disposición de la parte demandada las copias simples de traslado en la Secretaría de este Juzgado. La notificación efectuada de esta manera surtirá sus efectos a los diez días contados a partir del siguiente al de la última publicación. Doy Fe. (855, 693, 1003, 918)
publication-dates: (30, 3 y 4) (415, 732, 453, 742)
edicto-signature-block (525, 1971, 673, 2000)
edicto-body-text: Por auto de fecha 7 siete de enero de 2025 dos mil veinticinco, se admitió a trámite ante el Juzgado Primero de lo Familiar del Primer Distrito Judicial del Estado, bajo el número de expediente judicial 1155/2024, promovido por Gabriela Guerrero, dentro de los autos que integran el expediente judicial 1355/2024; se ordenó emplazar a Carmen Adelina Guajardo Guerrero, por medio de edictos que se publiquen por tres veces consecutivas tanto en el periódico "El Porvenir", en el Boletín Judicial del Estado y en el Periódico Oficial del Estado, todos que se editan en la Entidad, a fin de que dentro del término de 10-diez días manifieste lo que a su interés legal convenga en relación al trámite del presente juicio, en relación a los numerales 64, 73 y 907 del código de procedimientos civiles en vigor. Doy fe. Sin otro particular, reitero a usted las seguridades de mi atenta y distinguida consideración. Monterrey, Nuevo León a 28 de enero de 2026. (525, 85, 673, 320)
issue-date: Miércoles 4 de febrero de 2026 (1256, 30, 1427, 44)
signature-line: LICENCIADA KARLA NALLELY CARRIAGA MENDEZ. (707, 1542, 822, 1560)
edicto-signature-block (525, 995, 673, 1054)
signature-line: SECRETARIO DEL JUZGADO SEXTO DE JURISDICCIÓN CONCURRENTE DEL PRIMER DISTRITO JUDICIAL. (530, 1737, 668, 1767)
signature-line: (4, 6 y 9) (914, 674, 945, 683)
signature-line: LICENCIADO JOSÉ DE JESÚS COELLO IBÁÑEZ. (525, 321, 673, 340)
